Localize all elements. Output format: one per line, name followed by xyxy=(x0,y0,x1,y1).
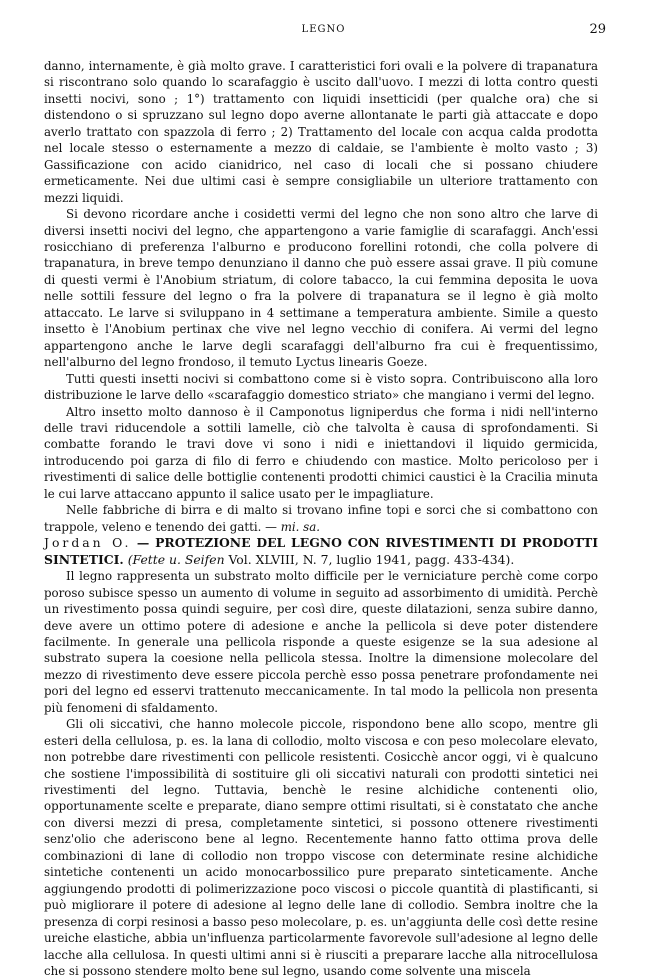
paragraph: Tutti questi insetti nocivi si combattono come si è visto sopra. Contribuiscono alla loro distribuzione le larve dello «scarafaggio domestico striato» che mangiano i vermi del legno. xyxy=(44,371,598,403)
paragraph xyxy=(44,502,598,535)
paragraph: Altro insetto molto dannoso è il Camponotus ligniperdus che forma i nidi nell'interno delle travi riducendole a sottili lamelle, ciò che talvolta è causa di sprofondamenti. Si combatte forando le travi dove vi sono i nidi e iniettandovi il liquido germicida, introducendo poi garza di filo di ferro e chiudendo con mastice. Molto pericoloso per i rivestimenti di salice delle bottiglie contenenti prodotti chimici caustici è la Cracilia minuta le cui larve attaccano appunto il salice usato per le impagliature. xyxy=(44,404,598,501)
journal-title: (Fette u. Seifen xyxy=(127,551,225,567)
body-text xyxy=(44,58,598,979)
journal-citation: Vol. XLVIII, N. 7, luglio 1941, pagg. 433-434). xyxy=(228,551,515,567)
page-number: 29 xyxy=(589,22,606,37)
article-title: — PROTEZIONE DEL LEGNO CON RIVESTIMENTI DI PRODOTTI SINTETICI. xyxy=(44,535,598,567)
paragraph: danno, internamente, è già molto grave. I caratteristici fori ovali e la polvere di trapanatura si riscontrano solo quando lo scarafaggio è uscito dall'uovo. I mezzi di lotta contro questi insetti nocivi, sono ; 1°) trattamento con liquidi insetticidi (per qualche ora) che si distendono o si spruzzano sul legno dopo averne allontanate le parti già attaccate e dopo averlo trattato con spazzola di ferro ; 2) Trattamento del locale con acqua calda prodotta nel locale stesso o esternamente a mezzo di caldaie, se l'ambiente è molto vasto ; 3) Gassificazione con acido cianidrico, nel caso di locali che si possano chiudere ermeticamente. Nei due ultimi casi è sempre consigliabile un ulteriore trattamento con mezzi liquidi. xyxy=(44,59,598,205)
running-head xyxy=(44,22,606,38)
paragraph-text: Nelle fabbriche di birra e di malto si trovano infine topi e sorci che si combattono con trappole, veleno e tenendo dei gatti. — xyxy=(44,503,598,534)
author-signature: mi. sa. xyxy=(280,519,320,534)
paragraph: Gli oli siccativi, che hanno molecole piccole, rispondono bene allo scopo, mentre gli esteri della cellulosa, p. es. la lana di collodio, molto viscosa e con peso molecolare elevato, non potrebbe dare rivestimenti con pellicole resistenti. Cosicchè ancor oggi, vi è qualcuno che sostiene l'impossibilità di sostituire gli oli siccativi naturali con prodotti sintetici nei rivestimenti del legno. Tuttavia, benchè le resine alchidiche contenenti olio, opportunamente scelte e preparate, diano sempre ottimi risultati, si è constatato che anche con diversi mezzi di presa, completamente sintetici, si possono ottenere rivestimenti senz'olio che aderiscono bene al legno. Recentemente hanno fatto ottima prova delle combinazioni di lane di collodio non troppo viscose con determinate resine alchidiche sintetiche contenenti un acido monocarbossilico pure preparato sinteticamente. Anche aggiungendo prodotti di polimerizzazione poco viscosi o piccole quantità di plastificanti, si può migliorare il potere di adesione al legno delle lane di collodio. Sembra inoltre che la presenza di corpi resinosi a basso peso molecolare, p. es. un'aggiunta delle così dette resine ureiche elastiche, abbia un'influenza particolarmente favorevole sull'adesione al legno delle lacche alla cellulosa. In questi ultimi anni si è riusciti a preparare lacche alla nitrocellulosa che si possono stendere molto bene sul legno, usando come solvente una miscela xyxy=(44,717,598,979)
article-heading xyxy=(44,535,598,568)
article-author: Jordan O. xyxy=(44,535,132,551)
running-title: LEGNO xyxy=(301,24,346,35)
paragraph: Il legno rappresenta un substrato molto difficile per le verniciature perchè come corpo poroso subisce spesso un aumento di volume in seguito ad assorbimento di umidità. Perchè un rivestimento possa quindi seguire, per così dire, queste dilatazioni, senza subire danno, deve avere un ottimo potere di adesione e anche la pellicola si deve poter distendere facilmente. In generale una pellicola risponde a queste esigenze se la sua adesione al substrato supera la coesione nella pellicola stessa. Inoltre la dimensione molecolare del mezzo di rivestimento deve essere piccola perchè esso possa penetrare profondamente nei pori del legno ed esservi trattenuto meccanicamente. In tal modo la pellicola non presenta più fenomeni di sfaldamento. xyxy=(44,569,598,715)
paragraph: Si devono ricordare anche i cosidetti vermi del legno che non sono altro che larve di diversi insetti nocivi del legno, che appartengono a varie famiglie di scarafaggi. Anch'essi rosicchiano di preferenza l'alburno e producono forellini rotondi, che colla polvere di trapanatura, in breve tempo denunziano il danno che può essere assai grave. Il più comune di questi vermi è l'Anobium striatum, di colore tabacco, la cui femmina deposita le uova nelle sottili fessure del legno o fra la polvere di trapanatura se il legno è già molto attaccato. Le larve si sviluppano in 4 settimane a temperatura ambiente. Simile a questo insetto è l'Anobium pertinax che vive nel legno vecchio di conifera. Ai vermi del legno appartengono anche le larve degli scarafaggi dell'alburno fra cui è frequentissimo, nell'alburno del legno frondoso, il temuto Lyctus linearis Goeze. xyxy=(44,207,598,370)
